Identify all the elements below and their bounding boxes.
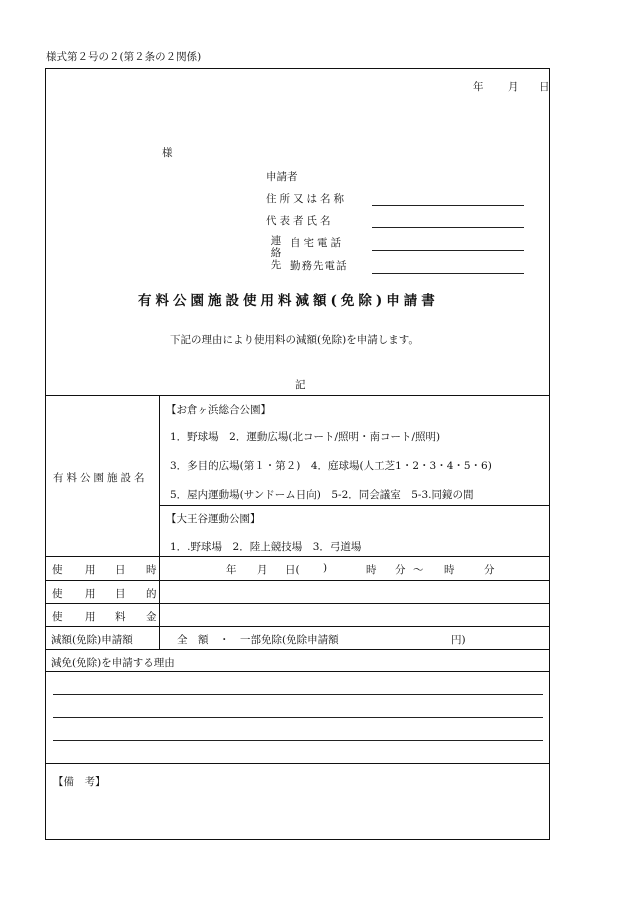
representative-input-line[interactable] <box>372 227 524 228</box>
intro-text: 下記の理由により使用料の減額(免除)を申請します。 <box>170 334 419 346</box>
reduction-unit: 円) <box>451 634 466 646</box>
remarks-divider <box>46 763 549 764</box>
reason-divider <box>46 671 549 672</box>
work-phone-label: 勤務先電話 <box>290 260 348 272</box>
table-top-line <box>46 395 549 396</box>
application-form: 年 月 日 様 申請者 住所又は名称 代表者氏名 連 絡 先 自宅電話 勤務先電話 有料公園施設使用料減額(免除)申請書 下記の理由により使用料の減額(免除)を申請します。 記 有料公園施設名 【お倉ヶ浜総合公園】 1．野球場 2．運動広場(北コート/照明・南コート/照明) 3．多目的広場(第１・第２) 4．庭球場(人工芝1・2・3・4・5・6) 5．屋内運動場(サンドーム日向) 5-2．同会議室 5-3.同鏡の間 【大王谷運動公園】 1．.野球場 2．陸上競技場 3．弓道場 使 用 日 時 年 月 日( ) 時 分 ～ 時 分 使 用 目 的 使 用 料 金 減額(免除)申請額 全 額 ・ 一部免除(免除申請額 円) 減免(免除)を申請する理由 【備 考】 <box>45 68 550 840</box>
form-number-label: 様式第２号の２(第２条の２関係) <box>46 51 202 63</box>
facility-group1-line-2: 3．多目的広場(第１・第２) 4．庭球場(人工芝1・2・3・4・5・6) <box>170 460 492 472</box>
date-day-label: 日 <box>539 81 550 93</box>
facility-group2-title: 【大王谷運動公園】 <box>166 513 261 525</box>
date-year-label: 年 <box>473 81 484 93</box>
row-divider-reason <box>46 649 549 650</box>
reason-line-1[interactable] <box>53 694 543 695</box>
reduction-value[interactable]: 全 額 ・ 一部免除(免除申請額 <box>177 634 339 646</box>
reason-line-2[interactable] <box>53 717 543 718</box>
applicant-heading: 申請者 <box>266 171 298 183</box>
address-input-line[interactable] <box>372 205 524 206</box>
remarks-input-area[interactable] <box>51 789 543 835</box>
row-divider-datetime <box>46 556 549 557</box>
addressee-suffix: 様 <box>162 147 173 159</box>
facility-group1-line-1: 1．野球場 2．運動広場(北コート/照明・南コート/照明) <box>170 431 441 443</box>
fee-input-cell[interactable] <box>161 604 547 625</box>
purpose-input-cell[interactable] <box>161 581 547 602</box>
home-phone-label: 自宅電話 <box>290 237 344 249</box>
row-divider-reduction <box>46 626 549 627</box>
address-label: 住所又は名称 <box>266 193 347 205</box>
reason-line-3[interactable] <box>53 740 543 741</box>
facility-group1-line-3: 5．屋内運動場(サンドーム日向) 5-2．同会議室 5-3.同鏡の間 <box>170 489 474 501</box>
facility-group1-title: 【お倉ヶ浜総合公園】 <box>166 404 271 416</box>
label-column-divider <box>159 395 160 649</box>
work-phone-input-line[interactable] <box>372 273 524 274</box>
remarks-label: 【備 考】 <box>53 776 106 788</box>
representative-label: 代表者氏名 <box>266 215 334 227</box>
home-phone-input-line[interactable] <box>372 250 524 251</box>
reason-label: 減免(免除)を申請する理由 <box>51 657 175 669</box>
form-title: 有料公園施設使用料減額(免除)申請書 <box>138 293 439 309</box>
ki-label: 記 <box>295 379 306 391</box>
facility-label: 有料公園施設名 <box>53 472 148 484</box>
facility-group2-line-1: 1．.野球場 2．陸上競技場 3．弓道場 <box>170 541 362 553</box>
facility-group-divider <box>159 505 549 506</box>
reduction-label: 減額(免除)申請額 <box>51 634 133 646</box>
date-month-label: 月 <box>508 81 519 93</box>
contact-label: 連 絡 先 <box>270 235 282 271</box>
